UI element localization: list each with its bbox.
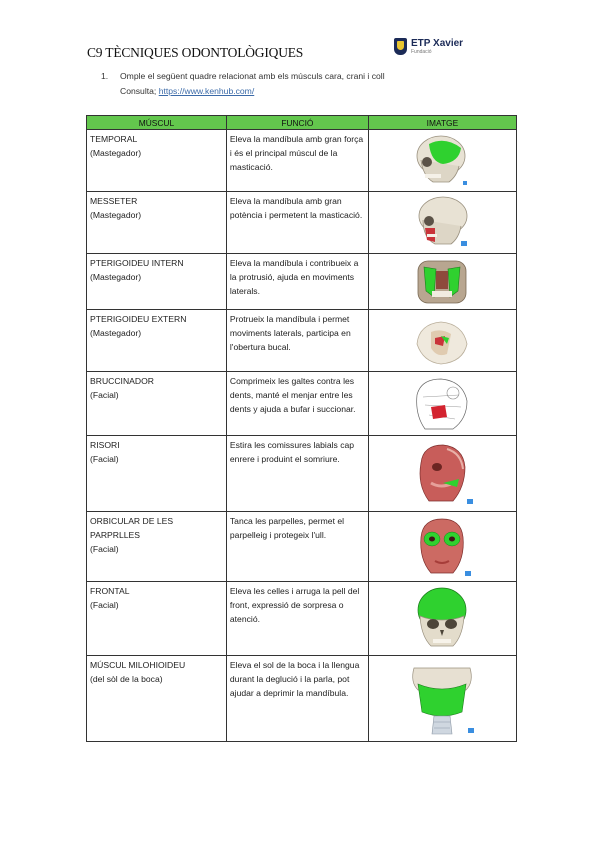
table-row [87,130,517,192]
muscle-name: BRUCCINADOR [90,376,154,386]
header-function: FUNCIÓ [226,116,368,130]
head-orbicularis-icon [368,512,516,582]
kenhub-link[interactable]: https://www.kenhub.com/ [158,86,255,96]
muscle-name: RISORI [90,440,120,450]
instruction-number: 1. [101,71,109,81]
instruction [101,69,501,99]
muscle-name: MÚSCUL MILOHIOIDEU [90,660,186,670]
instruction-text: Omple el següent quadre relacionat amb els músculs cara, crani i coll [120,71,385,81]
table-row [87,192,517,254]
head-risorius-icon [368,436,516,512]
muscle-group: (Mastegador) [90,272,142,282]
table-header-row [87,116,517,130]
logo-text: ETP Xavier [411,37,464,49]
muscle-name: PTERIGOIDEU INTERN [90,258,184,268]
muscle-function: Estira les comissures labials cap enrere i produint el somriure. [226,436,368,512]
muscle-function: Eleva la mandíbula amb gran força i és el principal múscul de la masticació. [226,130,368,192]
muscle-group: (Mastegador) [90,210,142,220]
muscle-name: TEMPORAL [90,134,138,144]
muscle-group: (Facial) [90,390,119,400]
table-row [87,656,517,742]
muscle-function: Protrueix la mandíbula i permet moviments laterals, participa en l'obertura bucal. [226,310,368,372]
muscle-function: Comprimeix les galtes contra les dents, manté el menjar entre les dents y ajuda a bufar i succionar. [226,372,368,436]
muscle-name: FRONTAL [90,586,130,596]
skull-temporal-icon [368,130,516,192]
skull-masseter-icon [368,192,516,254]
school-logo [394,38,463,55]
muscle-group: (Mastegador) [90,148,142,158]
table-row [87,436,517,512]
header-image: IMATGE [368,116,516,130]
document-title: C9 TÈCNIQUES ODONTOLÒGIQUES [87,45,304,60]
logo-subtext: Fundació [411,48,432,55]
table-row [87,372,517,436]
muscle-function: Eleva la mandíbula amb gran potència i permetent la masticació. [226,192,368,254]
skull-pterygoid-external-icon [368,310,516,372]
muscle-group: (del sòl de la boca) [90,674,163,684]
jaw-mylohyoid-icon [368,656,516,742]
muscle-name: ORBICULAR DE LES PARPRLLES [90,516,174,540]
muscle-group: (Facial) [90,544,119,554]
skull-frontal-icon [368,582,516,656]
muscle-function: Eleva les celles i arruga la pell del front, expressió de sorpresa o atenció. [226,582,368,656]
muscle-name: MESSETER [90,196,138,206]
table-row [87,254,517,310]
muscle-name: PTERIGOIDEU EXTERN [90,314,187,324]
muscle-function: Eleva la mandíbula i contribueix a la protrusió, ajuda en moviments laterals. [226,254,368,310]
muscle-function: Tanca les parpelles, permet el parpelleig i protegeix l'ull. [226,512,368,582]
skull-pterygoid-internal-icon [368,254,516,310]
header-muscle: MÚSCUL [87,116,227,130]
muscle-function: Eleva el sol de la boca i la llengua durant la deglució i la parla, pot ajudar a deprimir la mandíbula. [226,656,368,742]
muscles-table [86,115,517,742]
muscle-group: (Mastegador) [90,328,142,338]
muscle-group: (Facial) [90,600,119,610]
table-row [87,310,517,372]
table-row [87,582,517,656]
muscle-group: (Facial) [90,454,119,464]
shield-icon [394,38,407,55]
table-row [87,512,517,582]
head-buccinator-icon [368,372,516,436]
consult-label: Consulta; [120,86,157,96]
